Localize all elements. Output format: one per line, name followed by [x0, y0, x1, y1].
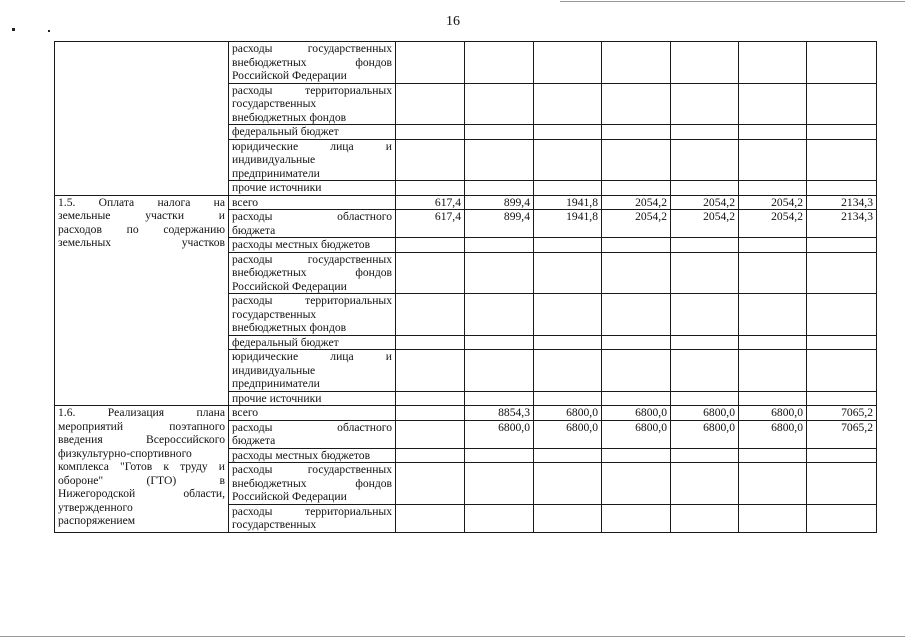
program-item-text-line: распоряжением	[58, 514, 136, 527]
funding-source-text-line: бюджета	[232, 434, 276, 447]
funding-source-cell	[229, 181, 396, 196]
funding-source-cell	[229, 83, 396, 125]
funding-source-text-line: государственных	[232, 97, 317, 110]
funding-source-cell	[229, 210, 396, 238]
funding-source-text-line: государственных	[232, 518, 317, 531]
value-cell: 2134,3	[807, 210, 877, 238]
value-cell	[534, 125, 602, 140]
funding-source-cell	[229, 391, 396, 406]
value-cell	[807, 294, 877, 336]
funding-source-cell	[229, 195, 396, 210]
funding-source-text-line: бюджета	[232, 223, 276, 237]
funding-source-cell	[229, 238, 396, 253]
value-cell	[602, 125, 671, 140]
value-cell	[396, 420, 465, 448]
program-item-text-line: обороне" (ГТО) в	[58, 473, 225, 487]
value-cell	[602, 42, 671, 84]
value-cell	[739, 42, 807, 84]
funding-source-text-line: расходы государственных	[232, 252, 392, 266]
value-cell	[671, 181, 739, 196]
value-cell	[396, 294, 465, 336]
value-cell	[602, 463, 671, 505]
value-cell	[807, 335, 877, 350]
value-cell	[671, 294, 739, 336]
funding-source-text-line: юридические лица и	[232, 350, 392, 363]
funding-source-text-line: расходы областного	[232, 210, 392, 223]
funding-source-text-line: федеральный бюджет	[232, 335, 339, 349]
value-cell	[534, 238, 602, 253]
scan-edge-line	[0, 636, 905, 637]
value-cell	[671, 504, 739, 532]
value-cell: 2054,2	[602, 210, 671, 238]
funding-source-text-line: Российской Федерации	[232, 279, 347, 293]
program-item-cell	[55, 406, 229, 533]
value-cell	[465, 391, 534, 406]
value-cell	[807, 139, 877, 181]
value-cell	[396, 139, 465, 181]
value-cell	[739, 504, 807, 532]
value-cell	[739, 463, 807, 505]
funding-source-text-line: расходы территориальных	[232, 83, 392, 97]
scan-speck	[48, 30, 50, 32]
value-cell: 2054,2	[671, 195, 739, 210]
value-cell	[671, 139, 739, 181]
funding-source-text-line: расходы территориальных	[232, 504, 392, 518]
funding-source-cell	[229, 420, 396, 448]
value-cell: 6800,0	[739, 420, 807, 448]
value-cell	[465, 252, 534, 294]
value-cell	[396, 463, 465, 505]
program-item-text-line: комплекса "Готов к труду и	[58, 460, 225, 473]
value-cell: 1941,8	[534, 210, 602, 238]
funding-source-cell	[229, 504, 396, 532]
value-cell: 6800,0	[602, 406, 671, 421]
funding-source-cell	[229, 463, 396, 505]
value-cell: 1941,8	[534, 195, 602, 210]
value-cell: 6800,0	[534, 406, 602, 421]
value-cell	[465, 335, 534, 350]
value-cell: 6800,0	[671, 406, 739, 421]
table-row	[55, 195, 877, 210]
value-cell: 899,4	[465, 195, 534, 210]
value-cell	[602, 83, 671, 125]
value-cell	[465, 504, 534, 532]
value-cell	[671, 335, 739, 350]
value-cell: 6800,0	[671, 420, 739, 448]
value-cell	[739, 448, 807, 463]
funding-source-text-line: внебюджетных фондов	[232, 321, 347, 334]
value-cell	[602, 504, 671, 532]
program-item-text-line: расходов по содержанию	[58, 222, 225, 236]
funding-source-text-line: внебюджетных фондов	[232, 110, 347, 124]
funding-source-text-line: предприниматели	[232, 166, 320, 180]
value-cell: 2054,2	[739, 195, 807, 210]
funding-source-text-line: предприниматели	[232, 377, 320, 390]
value-cell	[671, 125, 739, 140]
value-cell	[739, 391, 807, 406]
value-cell	[534, 391, 602, 406]
funding-source-cell	[229, 139, 396, 181]
program-item-text-line: 1.5. Оплата налога на	[58, 195, 225, 209]
value-cell: 7065,2	[807, 420, 877, 448]
funding-source-text-line: государственных	[232, 307, 317, 321]
value-cell	[534, 294, 602, 336]
value-cell	[534, 504, 602, 532]
value-cell	[465, 125, 534, 140]
value-cell	[396, 391, 465, 406]
value-cell: 617,4	[396, 210, 465, 238]
value-cell	[534, 463, 602, 505]
value-cell	[396, 252, 465, 294]
value-cell	[807, 42, 877, 84]
value-cell: 2054,2	[671, 210, 739, 238]
value-cell	[671, 42, 739, 84]
program-item-text-line: утвержденного	[58, 500, 133, 514]
value-cell	[807, 252, 877, 294]
value-cell	[671, 238, 739, 253]
value-cell	[534, 448, 602, 463]
value-cell: 6800,0	[602, 420, 671, 448]
value-cell	[602, 350, 671, 392]
funding-source-text-line: индивидуальные	[232, 153, 316, 166]
value-cell	[671, 83, 739, 125]
value-cell	[671, 463, 739, 505]
funding-source-text-line: расходы территориальных	[232, 294, 392, 307]
program-item-text-line: земельных участков	[58, 236, 225, 249]
scan-edge-line	[560, 1, 905, 2]
value-cell	[739, 83, 807, 125]
budget-table	[54, 41, 877, 533]
value-cell	[807, 83, 877, 125]
funding-source-text-line: индивидуальные	[232, 363, 316, 377]
value-cell	[534, 42, 602, 84]
value-cell	[807, 238, 877, 253]
page-number: 16	[446, 14, 460, 29]
scan-speck	[12, 28, 15, 31]
value-cell	[602, 238, 671, 253]
value-cell	[534, 83, 602, 125]
value-cell	[671, 252, 739, 294]
funding-source-text-line: Российской Федерации	[232, 69, 347, 82]
value-cell	[739, 294, 807, 336]
value-cell	[396, 406, 465, 421]
value-cell	[396, 125, 465, 140]
value-cell: 6800,0	[739, 406, 807, 421]
value-cell: 2134,3	[807, 195, 877, 210]
funding-source-text-line: всего	[232, 406, 259, 419]
value-cell	[739, 252, 807, 294]
program-item-cell	[55, 42, 229, 196]
value-cell	[739, 181, 807, 196]
value-cell	[534, 252, 602, 294]
funding-source-text-line: расходы местных бюджетов	[232, 238, 371, 251]
value-cell	[396, 238, 465, 253]
value-cell	[807, 350, 877, 392]
program-item-text-line: мероприятий поэтапного	[58, 419, 225, 433]
table-row	[55, 42, 877, 84]
value-cell	[465, 139, 534, 181]
funding-source-text-line: прочие источники	[232, 391, 322, 405]
value-cell: 2054,2	[739, 210, 807, 238]
value-cell	[602, 294, 671, 336]
table-row	[55, 406, 877, 421]
funding-source-text-line: расходы областного	[232, 420, 392, 434]
program-item-text-line: введения Всероссийского	[58, 433, 225, 446]
value-cell: 6800,0	[465, 420, 534, 448]
funding-source-text-line: всего	[232, 195, 259, 209]
program-item-text-line: физкультурно-спортивного	[58, 446, 192, 460]
funding-source-cell	[229, 335, 396, 350]
value-cell: 899,4	[465, 210, 534, 238]
value-cell	[807, 391, 877, 406]
value-cell	[534, 139, 602, 181]
value-cell	[396, 350, 465, 392]
funding-source-text-line: внебюджетных фондов	[232, 266, 392, 279]
funding-source-cell	[229, 125, 396, 140]
funding-source-text-line: расходы государственных	[232, 42, 392, 55]
value-cell	[807, 181, 877, 196]
value-cell	[465, 294, 534, 336]
funding-source-text-line: расходы местных бюджетов	[232, 448, 371, 462]
value-cell	[465, 238, 534, 253]
value-cell: 8854,3	[465, 406, 534, 421]
value-cell	[739, 335, 807, 350]
value-cell: 7065,2	[807, 406, 877, 421]
value-cell	[534, 181, 602, 196]
value-cell: 617,4	[396, 195, 465, 210]
value-cell	[396, 181, 465, 196]
value-cell	[739, 139, 807, 181]
value-cell	[807, 125, 877, 140]
funding-source-text-line: федеральный бюджет	[232, 125, 339, 138]
funding-source-cell	[229, 350, 396, 392]
value-cell	[739, 238, 807, 253]
funding-source-cell	[229, 294, 396, 336]
funding-source-text-line: юридические лица и	[232, 139, 392, 153]
program-item-text-line: 1.6. Реализация плана	[58, 406, 225, 419]
value-cell	[671, 391, 739, 406]
value-cell	[465, 83, 534, 125]
value-cell	[671, 448, 739, 463]
value-cell	[465, 350, 534, 392]
value-cell	[396, 448, 465, 463]
value-cell	[396, 504, 465, 532]
value-cell	[807, 448, 877, 463]
value-cell	[602, 335, 671, 350]
value-cell	[465, 448, 534, 463]
value-cell	[602, 391, 671, 406]
value-cell	[534, 350, 602, 392]
value-cell	[396, 42, 465, 84]
value-cell	[807, 463, 877, 505]
funding-source-text-line: внебюджетных фондов	[232, 476, 392, 490]
value-cell	[807, 504, 877, 532]
value-cell	[602, 252, 671, 294]
program-item-text-line: Нижегородской области,	[58, 487, 225, 500]
value-cell: 6800,0	[534, 420, 602, 448]
value-cell: 2054,2	[602, 195, 671, 210]
program-item-cell	[55, 195, 229, 406]
value-cell	[465, 181, 534, 196]
value-cell	[534, 335, 602, 350]
value-cell	[396, 83, 465, 125]
value-cell	[465, 42, 534, 84]
funding-source-cell	[229, 252, 396, 294]
value-cell	[739, 350, 807, 392]
value-cell	[602, 448, 671, 463]
funding-source-text-line: внебюджетных фондов	[232, 55, 392, 69]
funding-source-cell	[229, 406, 396, 421]
value-cell	[671, 350, 739, 392]
funding-source-text-line: расходы государственных	[232, 463, 392, 476]
value-cell	[465, 463, 534, 505]
value-cell	[739, 125, 807, 140]
funding-source-text-line: Российской Федерации	[232, 490, 347, 503]
value-cell	[396, 335, 465, 350]
funding-source-cell	[229, 448, 396, 463]
program-item-text-line: земельные участки и	[58, 209, 225, 222]
funding-source-cell	[229, 42, 396, 84]
value-cell	[602, 181, 671, 196]
value-cell	[602, 139, 671, 181]
funding-source-text-line: прочие источники	[232, 181, 322, 194]
